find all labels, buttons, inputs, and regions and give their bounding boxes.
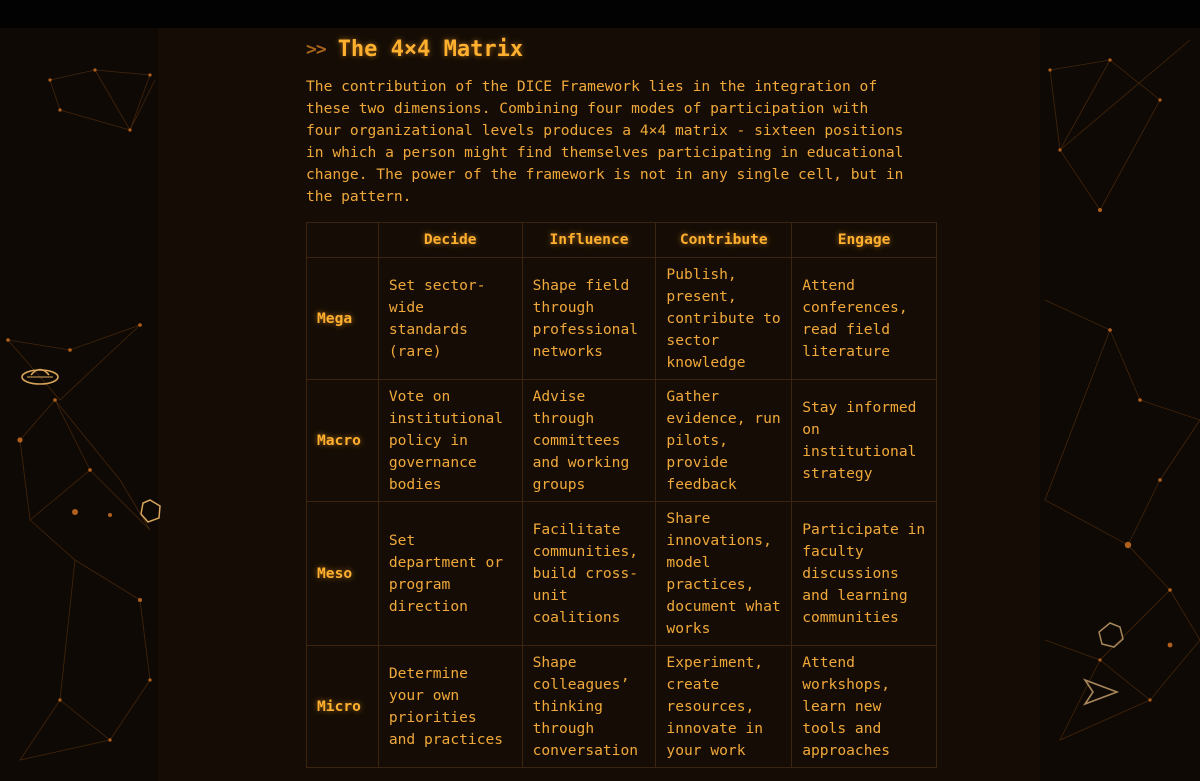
- table-cell: Publish, present, contribute to sector knowledge: [656, 258, 792, 380]
- table-cell: Vote on institutional policy in governance bodies: [378, 380, 522, 502]
- column-header: Influence: [522, 223, 656, 258]
- table-header-row: [307, 223, 937, 258]
- table-row: [307, 502, 937, 646]
- table-cell: Gather evidence, run pilots, provide feedback: [656, 380, 792, 502]
- row-label: Macro: [307, 380, 379, 502]
- row-label: Meso: [307, 502, 379, 646]
- table-cell: Facilitate communities, build cross-unit coalitions: [522, 502, 656, 646]
- chevron-icon: >>: [306, 38, 326, 60]
- section-title: The 4×4 Matrix: [337, 36, 524, 62]
- column-header: Engage: [792, 223, 937, 258]
- dice-matrix-table: [306, 222, 937, 768]
- hexagon-outline-icon: [138, 498, 162, 524]
- table-cell: Shape field through professional networks: [522, 258, 656, 380]
- table-cell: Set department or program direction: [378, 502, 522, 646]
- table-cell: Stay informed on institutional strategy: [792, 380, 937, 502]
- corner-cell: [307, 223, 379, 258]
- paper-plane-icon: [1082, 677, 1120, 707]
- table-cell: Set sector-wide standards (rare): [378, 258, 522, 380]
- table-row: [307, 258, 937, 380]
- row-label: Micro: [307, 646, 379, 768]
- table-cell: Attend workshops, learn new tools and approaches: [792, 646, 937, 768]
- table-cell: Shape colleagues’ thinking through conversation: [522, 646, 656, 768]
- table-cell: Share innovations, model practices, document what works: [656, 502, 792, 646]
- row-label: Mega: [307, 258, 379, 380]
- table-row: [307, 646, 937, 768]
- section-heading: [306, 34, 523, 64]
- table-cell: Attend conferences, read field literature: [792, 258, 937, 380]
- table-cell: Participate in faculty discussions and learning communities: [792, 502, 937, 646]
- column-header: Contribute: [656, 223, 792, 258]
- column-header: Decide: [378, 223, 522, 258]
- table-cell: Determine your own priorities and practices: [378, 646, 522, 768]
- table-row: [307, 380, 937, 502]
- hexagon-outline-icon: [1096, 620, 1126, 650]
- ufo-icon: [18, 362, 62, 390]
- table-cell: Advise through committees and working groups: [522, 380, 656, 502]
- intro-paragraph: The contribution of the DICE Framework lies in the integration of these two dimensions. Combining four modes of participation with four organizational levels produces a 4×4 matrix - sixteen positions in which a person might find themselves participating in educational change. The power of the framework is not in any single cell, but in the pattern.: [306, 78, 904, 205]
- table-cell: Experiment, create resources, innovate in your work: [656, 646, 792, 768]
